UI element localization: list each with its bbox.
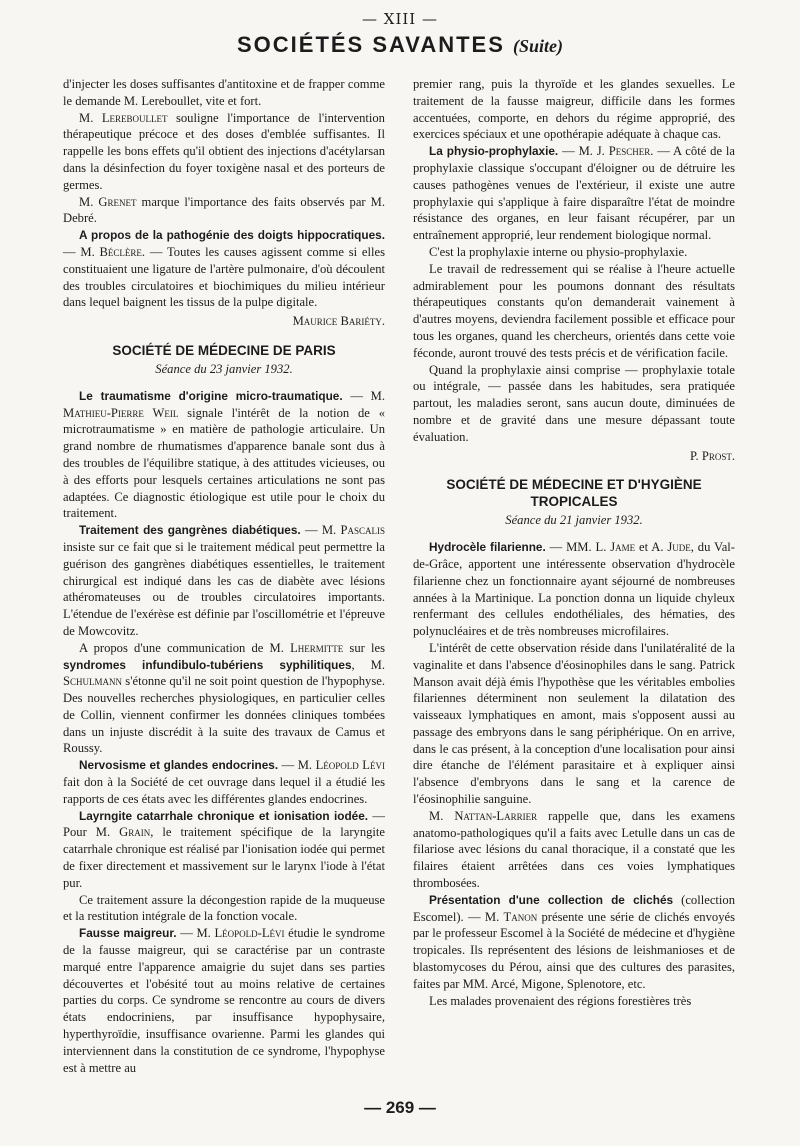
paragraph: A propos de la pathogénie des doigts hippocratiques. — M. Béclère. — Toutes les causes agissent comme si elles constituaient une ligature de l'artère pulmonaire, d'où découlent des troubles circulatoires et biochimiques du milieu intérieur dans lequel baignent les tissus de la pulpe digitale. <box>63 228 385 310</box>
author-name: Jame <box>610 540 636 555</box>
paragraph: Le travail de redressement qui se réalise à l'heure actuelle admirablement pour les poumons donnant des résultats thérapeutiques constants qu'on demanderait vainement à d'autres moyens, deviendra facilement possible et efficace pour tous les organes, quand les chercheurs, orientés dans cette voie féconde, auront trouvé des tests précis et de vérification facile. <box>413 261 735 360</box>
paragraph: M. Nattan-Larrier rappelle que, dans les examens anatomo-pathologiques qu'il a faits avec Letulle dans un cas de filariose avec lésions du canal thoracique, il a constaté que les filaires étaient arrêtées dans ces voies lymphatiques thrombosées. <box>413 808 735 891</box>
author-name: Mathieu-Pierre Weil <box>63 405 179 420</box>
signature: P. Prost. <box>689 448 735 463</box>
topic-title: Layrngite catarrhale chronique et ionisation iodée. <box>79 808 369 823</box>
paragraph: Les malades provenaient des régions forestières très <box>429 993 692 1008</box>
topic-title: Le traumatisme d'origine micro-traumatique. <box>79 388 343 403</box>
paragraph: Présentation d'une collection de clichés (collection Escomel). — M. Tanon présente une série de clichés envoyés par le professeur Escomel à la Société de médecine et d'hygiène tropicales. Ils représentent des lésions de leishmanioses et de blastomycoses du Pérou, ainsi que des cultures des parasites, faites par MM. Arcé, Migone, Splenotore, etc. <box>413 892 735 991</box>
running-title <box>0 32 800 58</box>
signature: Maurice Bariéty. <box>292 314 385 329</box>
author-name: Béclère <box>99 244 142 259</box>
page-header <box>0 10 800 58</box>
roman-page-number: — XIII — <box>362 10 438 28</box>
paragraph: Nervosisme et glandes endocrines. — M. Léopold Lévi fait don à la Société de cet ouvrage dans lequel il a étudié les rapports de ces états avec les différentes glandes endocrines. <box>63 758 385 806</box>
topic-title: Hydrocèle filarienne. <box>429 540 546 555</box>
paragraph: Hydrocèle filarienne. — MM. L. Jame et A. Jude, du Val-de-Grâce, apportent une intéressente observation d'hydrocèle filarienne chez un fonctionnaire ayant séjourné de nombreuses années à la Martinique. La ponction donna un liquide chyleux renfermant des cellules endothéliales, des hématies, des polynucléaires et de très nombreuses microfilaires. <box>413 540 735 639</box>
author-name: Pescher <box>608 144 651 159</box>
author-name: M. Nattan-Larrier <box>429 808 538 823</box>
paragraph: Le traumatisme d'origine micro-traumatique. — M. Mathieu-Pierre Weil signale l'intérêt de la notion de « microtraumatisme » en matière de pathologie articulaire. Un grand nombre de rhumatismes d'apparence banale sont dus à des troubles de l'équilibre statique, à des attitudes vicieuses, ou à des efforts pour lesquels certaines articulations ne sont pas adaptées. Ce diagnostic étiologique est utile pour le choix du traitement. <box>63 388 385 521</box>
paragraph: premier rang, puis la thyroïde et les glandes sexuelles. Le traitement de la fausse maigreur, difficile dans les formes accentuées, comporte, en dehors du régime approprié, des exercices spéciaux et une opothérapie adéquate à chaque cas. <box>413 77 735 142</box>
paragraph: Layrngite catarrhale chronique et ionisation iodée. — Pour M. Grain, le traitement spécifique de la laryngite catarrhale chronique est réalisé par l'ionisation iodée qui permet de fixer directement et massivement sur le larynx l'iode à l'état pur. <box>63 808 386 890</box>
topic-title: Fausse maigreur. <box>79 926 177 941</box>
section-title: SOCIÉTÉ DE MÉDECINE ET D'HYGIÈNE TROPICALES <box>446 477 702 510</box>
left-column <box>63 76 385 1076</box>
page-number: — 269 — <box>364 1098 436 1117</box>
paragraph: A propos d'une communication de M. Lhermitte sur les syndromes infundibulo-tubériens syphilitiques, M. Schulmann s'étonne qu'il ne soit point question de l'hypophyse. Des nouvelles recherches physiologiques, en particulier celles de Collin, viennent confirmer les données cliniques tombées dans un injuste discrédit à la suite des travaux de Camus et Roussy. <box>63 640 385 756</box>
author-name: Léopold-Lévi <box>214 926 285 941</box>
right-column <box>413 76 735 1009</box>
author-name: Lhermitte <box>290 640 344 655</box>
running-title-suite: (Suite) <box>513 36 564 56</box>
paragraph: Fausse maigreur. — M. Léopold-Lévi étudie le syndrome de la fausse maigreur, qui se caractérise par un contraste marqué entre l'apparence amaigrie du sujet dans ses parties découvertes et l'obésité tout au moins relative de certaines parties du corps. Ce syndrome se rencontre au cours de divers états endocriniens, par insuffisance hypophysaire, hyperthyroïdie, insuffisance ovarienne. Parmi les glandes qui interviennent dans la constitution de ce syndrome, l'hypophyse est à mettre au <box>63 926 385 1075</box>
paragraph: La physio-prophylaxie. — M. J. Pescher. — A côté de la prophylaxie classique s'occupant d'éloigner ou de détruire les causes pathogènes venues de l'extérieur, il existe une autre prophylaxie qui s'applique à faire disparaître l'état de moindre résistance des organes, en leur faisant récupérer, par un entraînement approprié, leur rendement biologique normal. <box>413 144 736 243</box>
topic-title: Nervosisme et glandes endocrines. <box>79 758 279 773</box>
topic-title: A propos de la pathogénie des doigts hippocratiques. <box>79 228 385 243</box>
topic-title: syndromes infundibulo-tubériens syphilitiques <box>63 657 352 672</box>
section-date: Séance du 23 janvier 1932. <box>155 361 293 376</box>
author-name: Jude <box>667 540 691 555</box>
topic-title: Présentation d'une collection de clichés <box>429 892 674 907</box>
author-name: Grain <box>119 825 151 840</box>
author-name: M. Lereboullet <box>79 110 168 125</box>
author-name: Pascalis <box>340 523 385 538</box>
paragraph: C'est la prophylaxie interne ou physio-prophylaxie. <box>429 244 688 259</box>
paragraph: d'injecter les doses suffisantes d'antitoxine et de frapper comme le demande M. Lereboullet, vite et fort. <box>63 77 385 108</box>
topic-title: Traitement des gangrènes diabétiques. <box>79 523 301 538</box>
paragraph: M. Grenet marque l'importance des faits observés par M. Debré. <box>63 194 385 226</box>
section-date: Séance du 21 janvier 1932. <box>505 513 643 528</box>
author-name: Schulmann <box>63 674 123 689</box>
topic-title: La physio-prophylaxie. <box>429 144 559 159</box>
paragraph: M. Lereboullet souligne l'importance de l'intervention thérapeutique précoce et des doses d'emblée suffisantes. Il rappelle les bons effets qu'il obtient des injections d'acétylarsan dans la désinfection du foyer toxigène nasal et des porteurs de germes. <box>63 110 385 192</box>
running-title-text: SOCIÉTÉS SAVANTES <box>236 32 505 57</box>
paragraph: L'intérêt de cette observation réside dans l'unilatéralité de la vaginalite et dans l'absence d'éosinophiles dans le sang. Patrick Manson avait déjà émis l'hypothèse que les véritables embolies filariennes déterminent non seulement la dilatation des vaisseaux lymphatiques en amont, mais s'opposent aussi au passage des embryons dans le sang périphérique. On en arrive, dans le cas présent, à la conception d'une localisation pour ainsi dire étanche de l'élément parasitaire et à expliquer ainsi l'absence d'embryons dans le sang et la carence de l'éosinophilie sanguine. <box>413 640 735 807</box>
author-name: Léopold Lévi <box>315 758 385 773</box>
paragraph: Ce traitement assure la décongestion rapide de la muqueuse et la restitution intégrale de la fonction vocale. <box>63 892 385 924</box>
author-name: M. Grenet <box>79 194 137 209</box>
author-name: Tanon <box>503 909 538 924</box>
paragraph: Quand la prophylaxie ainsi comprise — prophylaxie totale ou intégrale, — passée dans les habitudes, sera pratiquée partout, les maladies seront, sans aucun doute, diminuées de nombre et de gravité dans une mesure dépassant toute évaluation. <box>413 362 735 444</box>
paragraph: Traitement des gangrènes diabétiques. — M. Pascalis insiste sur ce fait que si le traitement médical peut permettre la guérison des gangrènes diabétiques essentielles, le traitement chirurgical est indiqué dans les cas de diabète avec lésions athéromateuses ou de troubles circulatoires importants. L'étendue de l'exérèse est définie par l'oscillométrie et l'épreuve de Mowcovitz. <box>63 523 385 638</box>
section-title: SOCIÉTÉ DE MÉDECINE DE PARIS <box>112 342 336 358</box>
